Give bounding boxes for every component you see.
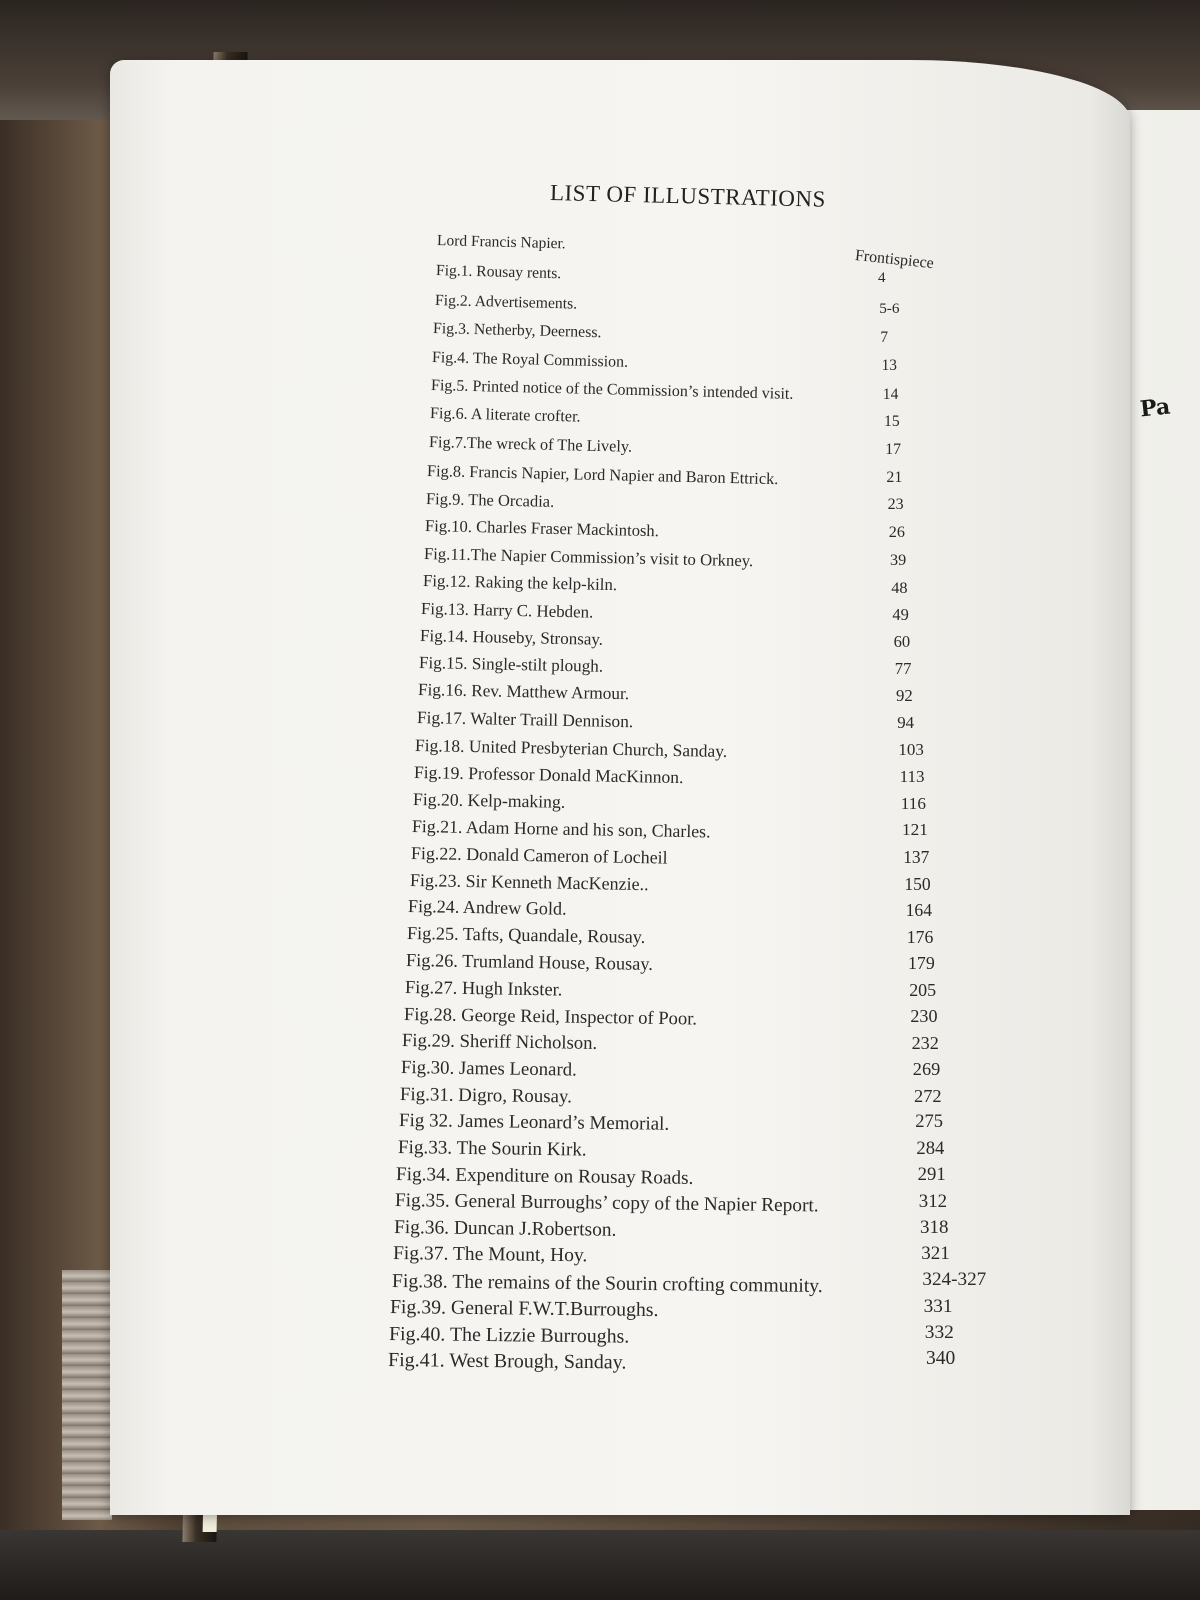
- illustration-entry-page: 26: [888, 523, 905, 541]
- page-title: LIST OF ILLUSTRATIONS: [549, 180, 827, 212]
- illustration-entry-page: 103: [898, 740, 924, 760]
- illustration-entry-label: Fig.33. The Sourin Kirk.: [397, 1136, 587, 1161]
- illustration-entry-label: Fig.29. Sheriff Nicholson.: [402, 1030, 598, 1055]
- illustration-entry-page: 284: [916, 1138, 945, 1160]
- illustration-entry-label: Fig.40. The Lizzie Burroughs.: [389, 1322, 630, 1348]
- illustration-entry-page: 5-6: [879, 300, 900, 318]
- illustration-entry-label: Fig.12. Raking the kelp-kiln.: [422, 571, 617, 595]
- illustration-entry-page: 13: [881, 357, 898, 375]
- illustration-entry-label: Fig.24. Andrew Gold.: [408, 896, 568, 920]
- illustration-entry-page: 15: [884, 413, 900, 431]
- illustration-entry-label: Fig.4. The Royal Commission.: [432, 348, 629, 371]
- illustration-entry-page: 14: [882, 385, 899, 403]
- book-page: [110, 60, 1130, 1515]
- illustration-entry-page: 232: [911, 1032, 939, 1053]
- illustration-entry-label: Fig 32. James Leonard’s Memorial.: [398, 1110, 670, 1136]
- illustration-entry-page: 21: [886, 468, 903, 486]
- illustration-entry-page: 318: [920, 1217, 949, 1239]
- background-table: [0, 1530, 1200, 1600]
- illustration-entry-label: Fig.34. Expenditure on Rousay Roads.: [396, 1163, 694, 1189]
- illustration-entry-page: 113: [899, 766, 925, 786]
- illustration-entry-label: Fig.26. Trumland House, Rousay.: [405, 950, 654, 975]
- illustration-entry-page: 49: [892, 605, 909, 625]
- illustration-entry-page: 331: [923, 1295, 953, 1317]
- illustration-entry-label: Fig.22. Donald Cameron of Locheil: [410, 842, 668, 868]
- illustration-entry-label: Fig.6. A literate crofter.: [429, 405, 581, 426]
- illustration-entry-label: Fig.30. James Leonard.: [400, 1057, 578, 1081]
- illustration-entry-label: Fig.14. Houseby, Stronsay.: [420, 625, 604, 649]
- illustration-entry-page: 340: [926, 1348, 956, 1369]
- illustration-entry-page: 116: [900, 793, 926, 813]
- illustration-entry-page: 39: [890, 550, 907, 569]
- illustration-entry-label: Fig.18. United Presbyterian Church, Sanday.: [415, 734, 728, 761]
- book-spine: [62, 1270, 112, 1520]
- illustration-entry-page: 179: [908, 953, 935, 974]
- illustration-entry-label: Fig.39. General F.W.T.Burroughs.: [390, 1296, 660, 1322]
- illustration-entry-label: Fig.2. Advertisements.: [434, 291, 577, 313]
- illustration-entry-label: Fig.37. The Mount, Hoy.: [392, 1243, 588, 1267]
- illustration-entry-label: Fig.41. West Brough, Sanday.: [387, 1349, 627, 1374]
- illustration-entry-page: 17: [885, 441, 901, 459]
- illustration-entry-label: Fig.5. Printed notice of the Commission’s intended visit.: [430, 377, 794, 403]
- illustration-entry-label: Fig.28. George Reid, Inspector of Poor.: [403, 1003, 697, 1030]
- illustration-entry-page: 7: [880, 328, 889, 346]
- illustration-entry-page: 164: [905, 900, 933, 921]
- illustration-entry-label: Fig.10. Charles Fraser Mackintosh.: [424, 516, 660, 541]
- illustration-entry-page: 324-327: [922, 1269, 987, 1291]
- illustration-entry-page: 150: [904, 873, 931, 894]
- illustration-entry-page: 269: [912, 1059, 941, 1080]
- illustration-entry-page: 121: [902, 820, 928, 840]
- illustration-entry-label: Fig.8. Francis Napier, Lord Napier and Baron Ettrick.: [427, 460, 780, 489]
- illustration-entry-page: 48: [891, 578, 908, 598]
- illustration-entry-page: 275: [915, 1111, 943, 1132]
- illustration-entry-label: Fig.35. General Burroughs’ copy of the Napier Report.: [395, 1190, 819, 1217]
- illustration-entry-label: Fig.1. Rousay rents.: [435, 262, 562, 283]
- illustration-entry-label: Fig.16. Rev. Matthew Armour.: [417, 680, 630, 704]
- illustration-entry-page: 230: [910, 1006, 938, 1027]
- illustration-entry-label: Fig.11.The Napier Commission’s visit to Orkney.: [423, 543, 754, 570]
- illustration-entry-page: 4: [878, 270, 886, 286]
- illustration-entry-label: Fig.27. Hugh Inkster.: [404, 976, 563, 1000]
- illustration-entry-page: 77: [894, 659, 912, 679]
- illustration-entry-label: Fig.7.The wreck of The Lively.: [428, 433, 632, 456]
- illustration-entry-label: Fig.23. Sir Kenneth MacKenzie..: [409, 869, 649, 894]
- illustration-entry-label: Fig.19. Professor Donald MacKinnon.: [414, 761, 684, 787]
- illustration-entry-page: 137: [903, 846, 930, 867]
- illustration-entry-page: 23: [887, 496, 904, 514]
- illustration-entry-label: Fig.3. Netherby, Deerness.: [433, 320, 603, 342]
- illustration-entry-page: 60: [893, 632, 911, 652]
- facing-page-text: Pa: [1138, 393, 1172, 423]
- illustration-entry-page: 92: [896, 686, 913, 706]
- illustration-entry-page: 332: [924, 1321, 954, 1343]
- illustration-entry-label: Fig.17. Walter Traill Dennison.: [416, 707, 634, 731]
- illustration-entry-label: Fig.9. The Orcadia.: [426, 488, 555, 511]
- illustration-entry-page: Frontispiece: [854, 247, 935, 273]
- illustration-entry-page: 94: [897, 713, 915, 733]
- illustration-entry-label: Fig.36. Duncan J.Robertson.: [393, 1216, 617, 1241]
- illustration-entry-label: Lord Francis Napier.: [436, 232, 566, 253]
- illustration-entry-page: 272: [914, 1085, 942, 1106]
- illustration-entry-page: 321: [921, 1243, 950, 1265]
- illustration-entry-label: Fig.25. Tafts, Quandale, Rousay.: [406, 923, 646, 948]
- illustration-entry-page: 291: [917, 1164, 946, 1186]
- illustration-entry-page: 205: [909, 979, 937, 1000]
- illustration-entry-label: Fig.13. Harry C. Hebden.: [421, 598, 594, 622]
- illustration-entry-label: Fig.21. Adam Horne and his son, Charles.: [411, 815, 711, 842]
- illustration-entry-label: Fig.31. Digro, Rousay.: [399, 1083, 573, 1108]
- illustration-entry-label: Fig.15. Single-stilt plough.: [418, 653, 604, 676]
- illustration-entry-page: 312: [918, 1190, 948, 1212]
- illustration-entry-page: 176: [906, 926, 934, 947]
- illustration-entry-label: Fig.20. Kelp-making.: [412, 788, 566, 812]
- illustration-entry-label: Fig.38. The remains of the Sourin crofting community.: [391, 1269, 823, 1297]
